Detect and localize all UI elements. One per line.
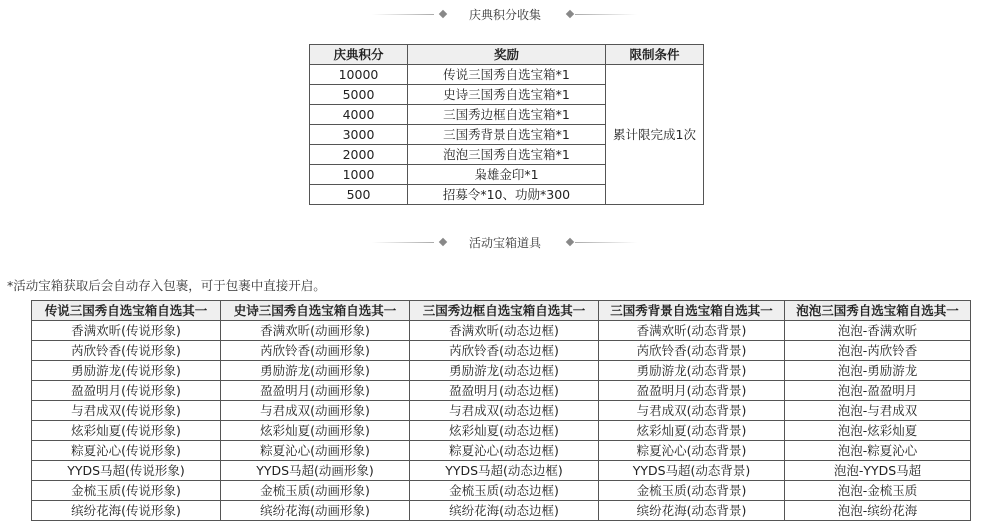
diamond-icon bbox=[439, 238, 447, 246]
box-item: 金梳玉质(传说形象) bbox=[32, 481, 221, 501]
box-item: 粽夏沁心(动态边框) bbox=[410, 441, 599, 461]
box-item: 金梳玉质(动态背景) bbox=[599, 481, 785, 501]
points-value: 2000 bbox=[310, 145, 408, 165]
box-row bbox=[32, 361, 971, 381]
box-item: 粽夏沁心(动态背景) bbox=[599, 441, 785, 461]
box-item: 炫彩灿夏(动画形象) bbox=[221, 421, 410, 441]
box-item: 与君成双(传说形象) bbox=[32, 401, 221, 421]
box-item: 盈盈明月(动画形象) bbox=[221, 381, 410, 401]
box-item: 缤纷花海(动态背景) bbox=[599, 501, 785, 521]
box-item: 与君成双(动画形象) bbox=[221, 401, 410, 421]
divider-line-left bbox=[372, 242, 434, 243]
diamond-icon bbox=[566, 10, 574, 18]
divider-line-right bbox=[575, 14, 637, 15]
box-item: 芮欣铃香(动态边框) bbox=[410, 341, 599, 361]
box-item: 泡泡-与君成双 bbox=[785, 401, 971, 421]
box-item: 与君成双(动态边框) bbox=[410, 401, 599, 421]
section-divider-boxes bbox=[0, 233, 987, 253]
points-row bbox=[310, 65, 704, 85]
box-row bbox=[32, 321, 971, 341]
points-value: 10000 bbox=[310, 65, 408, 85]
box-item: 炫彩灿夏(动态边框) bbox=[410, 421, 599, 441]
box-item: YYDS马超(传说形象) bbox=[32, 461, 221, 481]
limit-condition: 累计限完成1次 bbox=[606, 65, 704, 205]
box-note: *活动宝箱获取后会自动存入包裹，可于包裹中直接开启。 bbox=[7, 278, 326, 293]
box-item: 芮欣铃香(传说形象) bbox=[32, 341, 221, 361]
box-item: 粽夏沁心(动画形象) bbox=[221, 441, 410, 461]
box-item: 芮欣铃香(动画形象) bbox=[221, 341, 410, 361]
points-reward-table bbox=[309, 44, 704, 205]
box-item: 香满欢昕(传说形象) bbox=[32, 321, 221, 341]
header-bubble-box: 泡泡三国秀自选宝箱自选其一 bbox=[785, 301, 971, 321]
box-item: 泡泡-勇励游龙 bbox=[785, 361, 971, 381]
box-item: 缤纷花海(动画形象) bbox=[221, 501, 410, 521]
box-item: 缤纷花海(动态边框) bbox=[410, 501, 599, 521]
box-item: 金梳玉质(动画形象) bbox=[221, 481, 410, 501]
box-item: 金梳玉质(动态边框) bbox=[410, 481, 599, 501]
box-item: 勇励游龙(传说形象) bbox=[32, 361, 221, 381]
box-row bbox=[32, 381, 971, 401]
header-reward: 奖励 bbox=[408, 45, 606, 65]
reward-value: 泡泡三国秀自选宝箱*1 bbox=[408, 145, 606, 165]
reward-value: 传说三国秀自选宝箱*1 bbox=[408, 65, 606, 85]
box-item: YYDS马超(动态背景) bbox=[599, 461, 785, 481]
reward-value: 枭雄金印*1 bbox=[408, 165, 606, 185]
reward-value: 史诗三国秀自选宝箱*1 bbox=[408, 85, 606, 105]
header-legend-box: 传说三国秀自选宝箱自选其一 bbox=[32, 301, 221, 321]
box-item: 盈盈明月(动态背景) bbox=[599, 381, 785, 401]
box-item: 泡泡-粽夏沁心 bbox=[785, 441, 971, 461]
header-points: 庆典积分 bbox=[310, 45, 408, 65]
box-item: 香满欢昕(动态背景) bbox=[599, 321, 785, 341]
box-item: 泡泡-芮欣铃香 bbox=[785, 341, 971, 361]
divider-line-right bbox=[575, 242, 637, 243]
box-item: 盈盈明月(动态边框) bbox=[410, 381, 599, 401]
header-frame-box: 三国秀边框自选宝箱自选其一 bbox=[410, 301, 599, 321]
points-value: 1000 bbox=[310, 165, 408, 185]
section-divider-points bbox=[0, 5, 987, 25]
box-item: 勇励游龙(动态背景) bbox=[599, 361, 785, 381]
box-item: 炫彩灿夏(传说形象) bbox=[32, 421, 221, 441]
box-item: 泡泡-缤纷花海 bbox=[785, 501, 971, 521]
points-value: 5000 bbox=[310, 85, 408, 105]
box-item: 勇励游龙(动态边框) bbox=[410, 361, 599, 381]
diamond-icon bbox=[566, 238, 574, 246]
diamond-icon bbox=[439, 10, 447, 18]
box-item: 粽夏沁心(传说形象) bbox=[32, 441, 221, 461]
points-value: 3000 bbox=[310, 125, 408, 145]
box-row bbox=[32, 481, 971, 501]
header-epic-box: 史诗三国秀自选宝箱自选其一 bbox=[221, 301, 410, 321]
box-item: 泡泡-盈盈明月 bbox=[785, 381, 971, 401]
divider-line-left bbox=[372, 14, 434, 15]
box-row bbox=[32, 421, 971, 441]
box-contents-table bbox=[31, 300, 971, 521]
reward-value: 三国秀边框自选宝箱*1 bbox=[408, 105, 606, 125]
header-background-box: 三国秀背景自选宝箱自选其一 bbox=[599, 301, 785, 321]
box-item: 缤纷花海(传说形象) bbox=[32, 501, 221, 521]
box-row bbox=[32, 461, 971, 481]
box-item: 香满欢昕(动画形象) bbox=[221, 321, 410, 341]
box-row bbox=[32, 441, 971, 461]
points-value: 4000 bbox=[310, 105, 408, 125]
box-item: 泡泡-香满欢昕 bbox=[785, 321, 971, 341]
box-row bbox=[32, 501, 971, 521]
box-item: 勇励游龙(动画形象) bbox=[221, 361, 410, 381]
points-value: 500 bbox=[310, 185, 408, 205]
box-item: 泡泡-YYDS马超 bbox=[785, 461, 971, 481]
box-item: 与君成双(动态背景) bbox=[599, 401, 785, 421]
section-title-points: 庆典积分收集 bbox=[468, 8, 541, 22]
box-row bbox=[32, 401, 971, 421]
box-item: YYDS马超(动画形象) bbox=[221, 461, 410, 481]
box-item: 盈盈明月(传说形象) bbox=[32, 381, 221, 401]
box-item: 炫彩灿夏(动态背景) bbox=[599, 421, 785, 441]
box-item: 泡泡-金梳玉质 bbox=[785, 481, 971, 501]
box-item: 泡泡-炫彩灿夏 bbox=[785, 421, 971, 441]
reward-value: 三国秀背景自选宝箱*1 bbox=[408, 125, 606, 145]
box-row bbox=[32, 341, 971, 361]
header-limit: 限制条件 bbox=[606, 45, 704, 65]
box-item: 芮欣铃香(动态背景) bbox=[599, 341, 785, 361]
section-title-boxes: 活动宝箱道具 bbox=[468, 236, 541, 250]
box-item: YYDS马超(动态边框) bbox=[410, 461, 599, 481]
reward-value: 招募令*10、功勋*300 bbox=[408, 185, 606, 205]
box-item: 香满欢昕(动态边框) bbox=[410, 321, 599, 341]
